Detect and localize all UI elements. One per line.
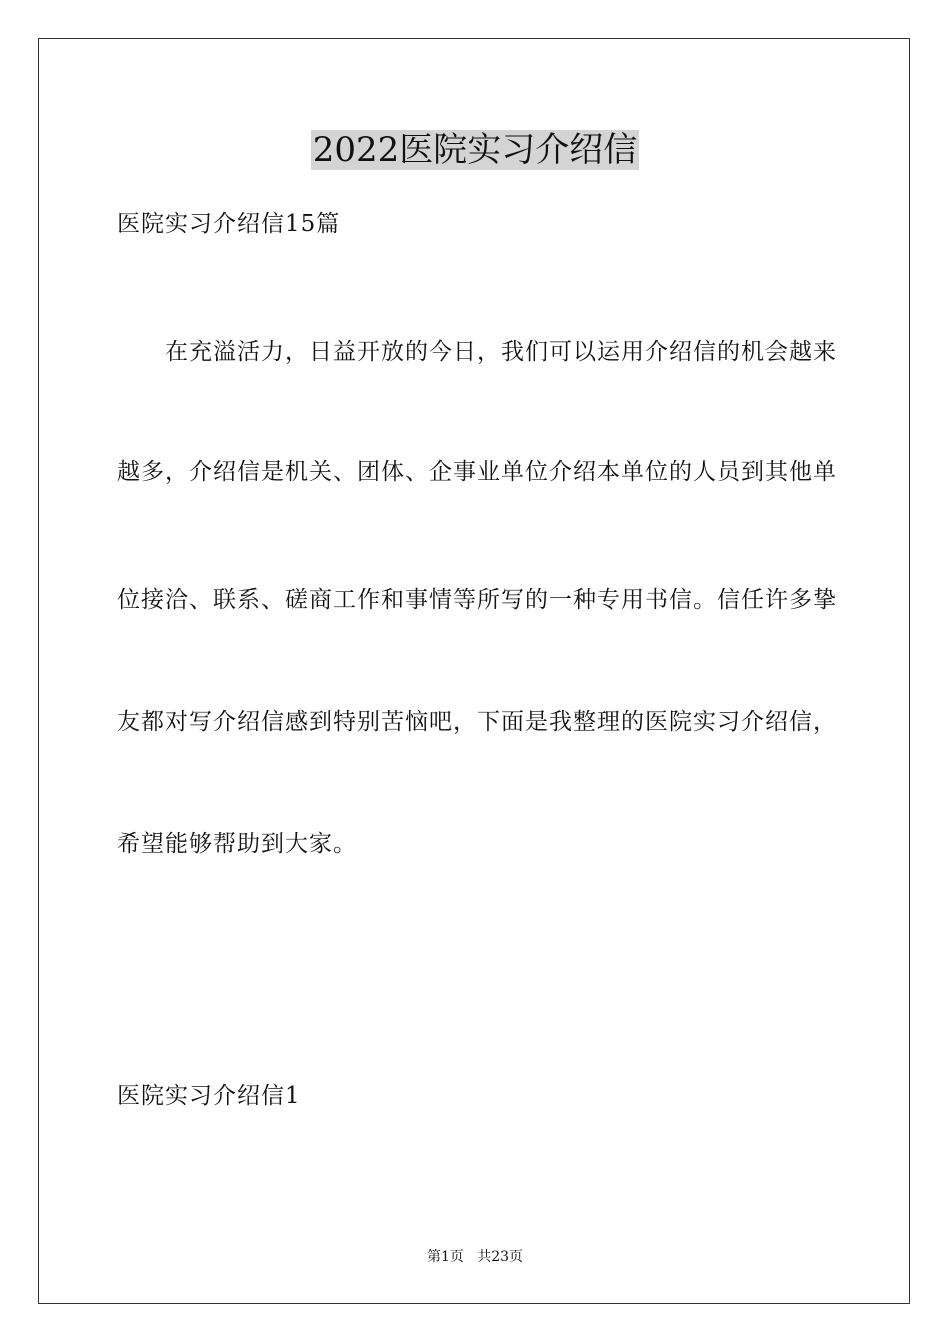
paragraph-line: 在充溢活力，日益开放的今日，我们可以运用介绍信的机会越来	[165, 339, 837, 365]
document-title	[0, 128, 950, 172]
document-subtitle: 医院实习介绍信15篇	[117, 211, 341, 237]
document-title-text: 2022医院实习介绍信	[312, 130, 638, 170]
paragraph-line: 友都对写介绍信感到特别苦恼吧，下面是我整理的医院实习介绍信，	[117, 709, 837, 735]
section-heading: 医院实习介绍信1	[117, 1083, 301, 1109]
paragraph-line: 位接洽、联系、磋商工作和事情等所写的一种专用书信。信任许多挚	[117, 587, 837, 613]
paragraph-line: 越多，介绍信是机关、团体、企事业单位介绍本单位的人员到其他单	[117, 459, 837, 485]
page-number-footer: 第1页 共23页	[426, 1249, 524, 1265]
paragraph-line: 希望能够帮助到大家。	[117, 831, 357, 857]
